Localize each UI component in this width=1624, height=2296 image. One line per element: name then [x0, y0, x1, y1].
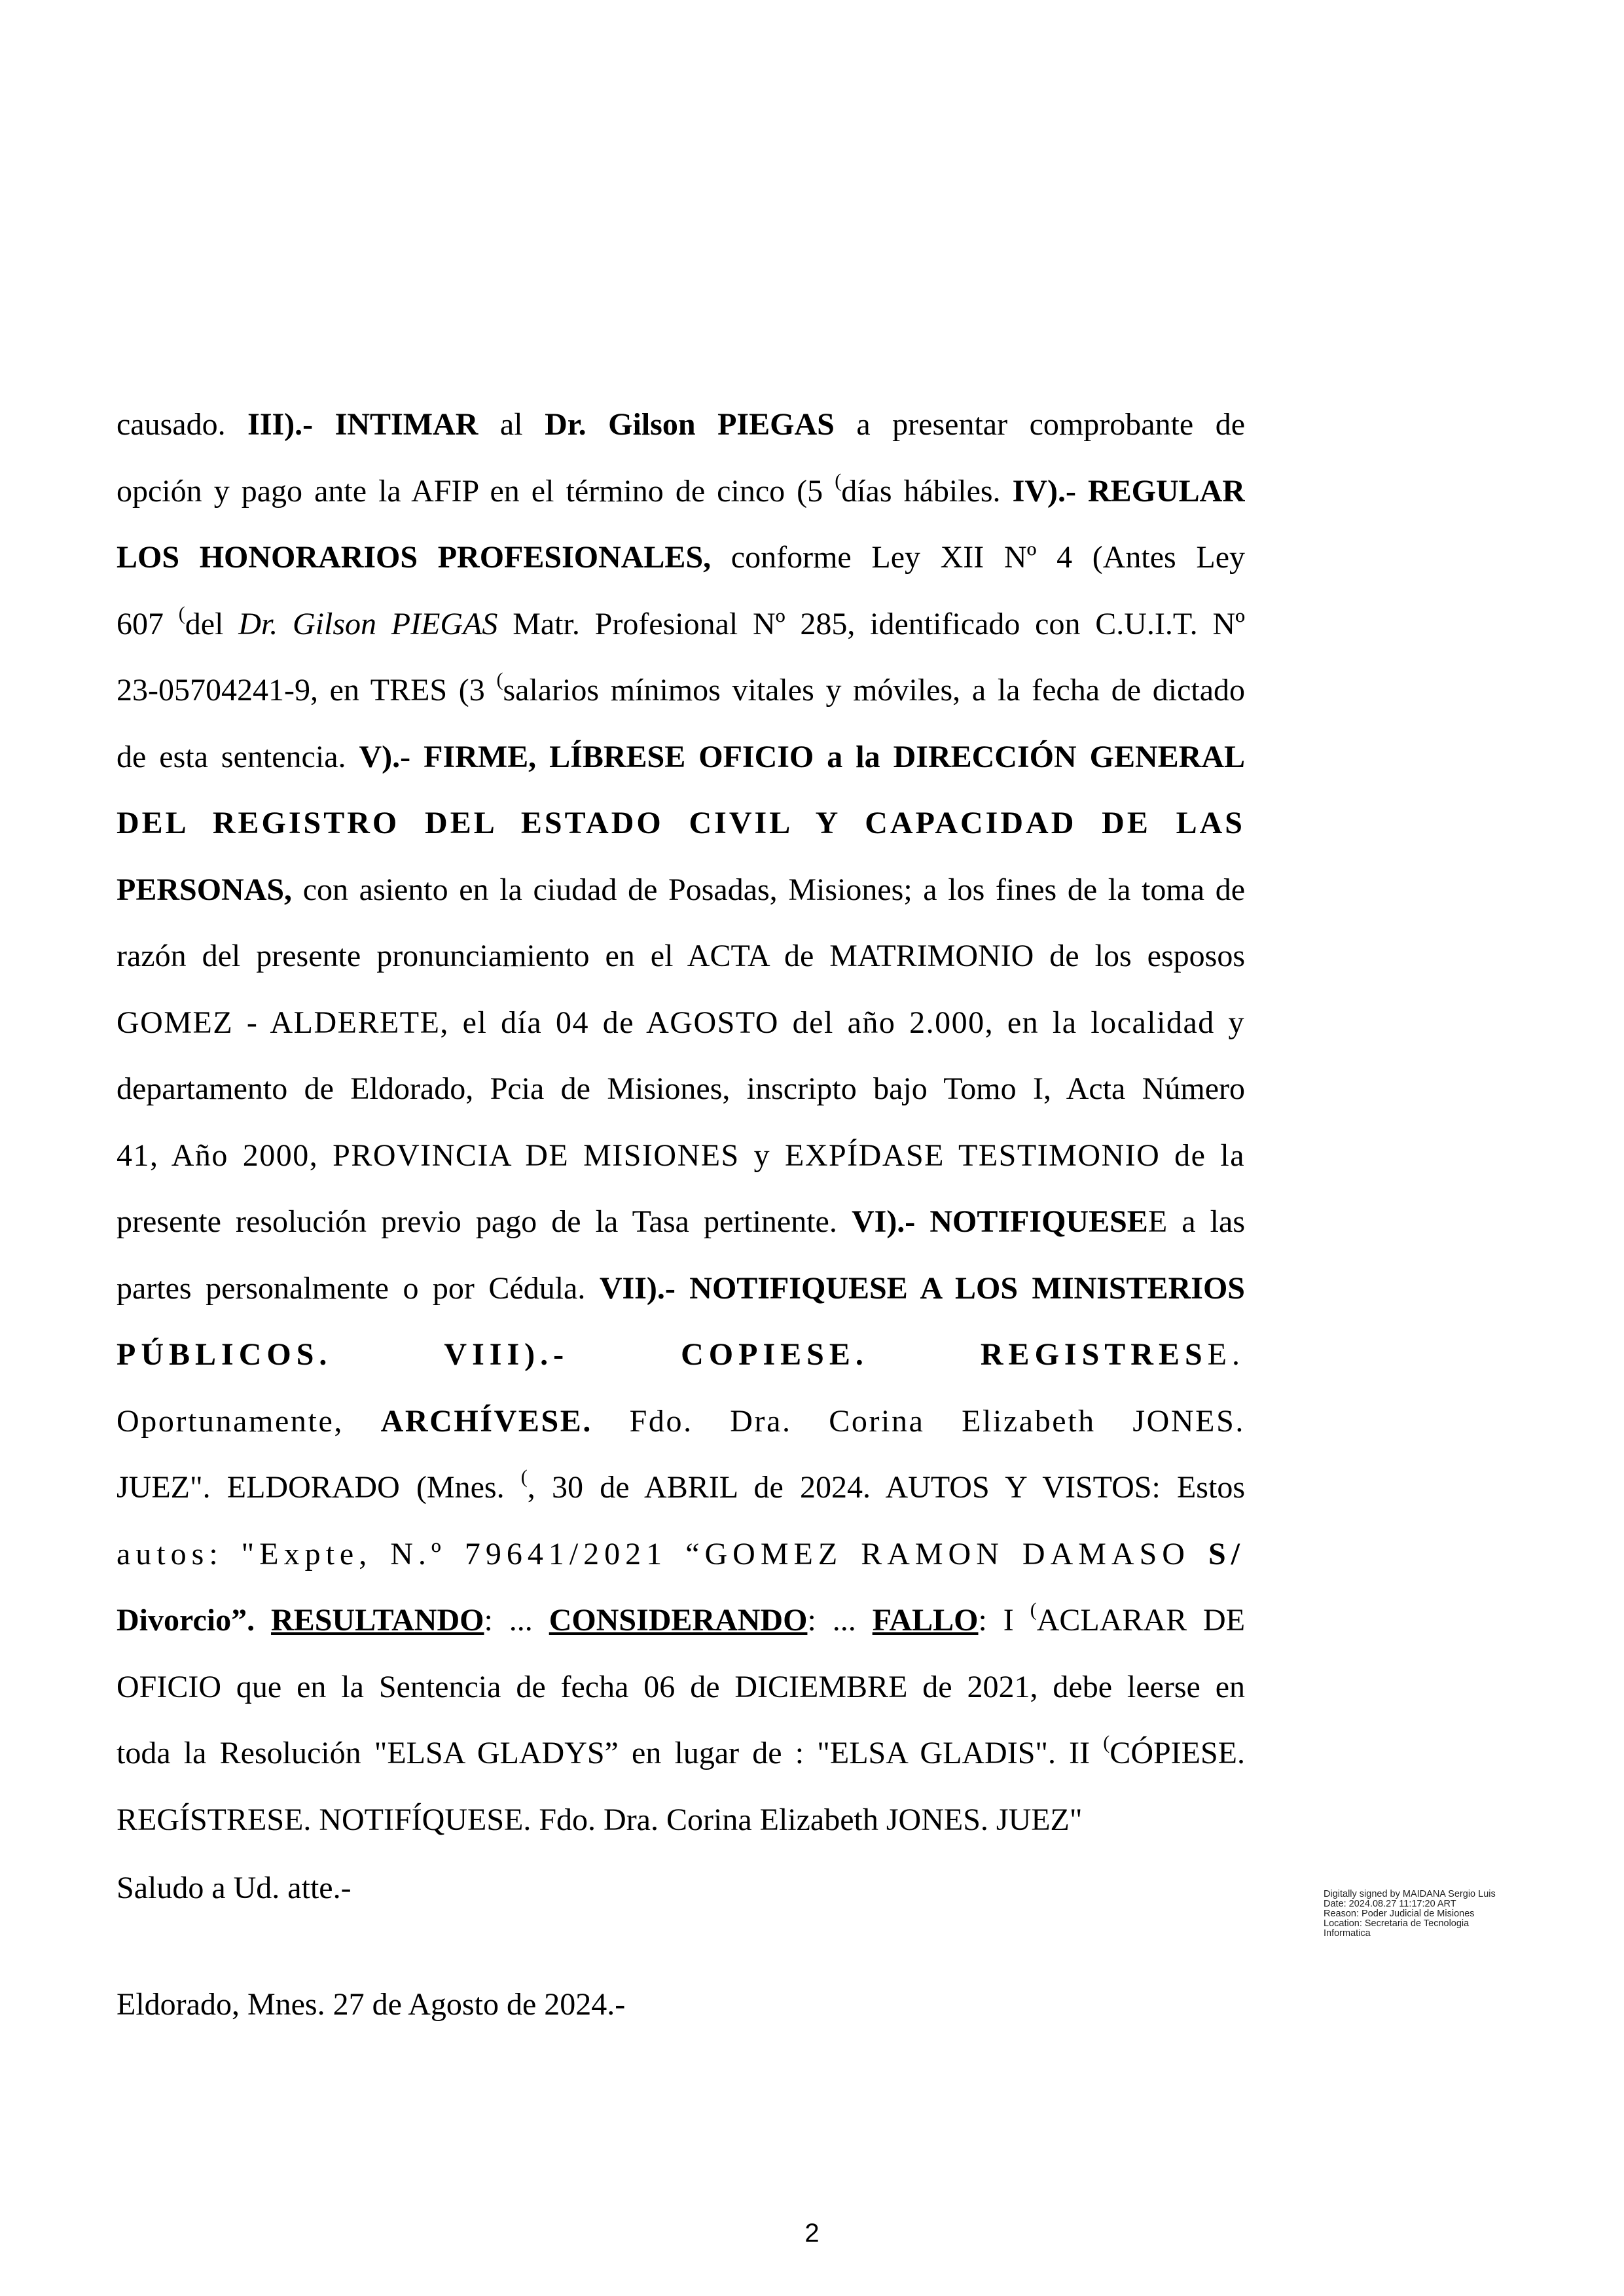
text-line-18: autos: "Expte, N.º 79641/2021 “GOMEZ RAMON DAMASO S/	[117, 1536, 1245, 1571]
text-line-10: GOMEZ - ALDERETE, el día 04 de AGOSTO del año 2.000, en la localidad y	[117, 1005, 1245, 1040]
firme-clause: V).- FIRME, LÍBRESE OFICIO a la DIRECCIÓN GENERAL	[359, 739, 1245, 774]
text-line-11: departamento de Eldorado, Pcia de Misiones, inscripto bajo Tomo I, Acta Número	[117, 1071, 1245, 1106]
regular-clause: IV).- REGULAR	[1012, 473, 1245, 509]
closing-greeting: Saludo a Ud. atte.-	[117, 1871, 352, 1905]
intimar-clause: III).- INTIMAR	[247, 407, 478, 442]
text-line-2: opción y pago ante la AFIP en el término de cinco (5 (días hábiles. IV).- REGULAR	[117, 469, 1245, 509]
text-line-3: LOS HONORARIOS PROFESIONALES, conforme Ley XII Nº 4 (Antes Ley	[117, 540, 1245, 575]
text-line-7: DEL REGISTRO DEL ESTADO CIVIL Y CAPACIDAD DE LAS	[117, 806, 1245, 840]
signature-date: Date: 2024.08.27 11:17:20 ART	[1324, 1899, 1456, 1909]
text-line-16: Oportunamente, ARCHÍVESE. Fdo. Dra. Corina Elizabeth JONES.	[117, 1403, 1245, 1439]
text-line-22: REGÍSTRESE. NOTIFÍQUESE. Fdo. Dra. Corina Elizabeth JONES. JUEZ"	[117, 1802, 1083, 1837]
text-line-19: Divorcio”. RESULTANDO: ... CONSIDERANDO: ... FALLO: I (ACLARAR DE	[117, 1599, 1245, 1638]
signature-reason: Reason: Poder Judicial de Misiones	[1324, 1909, 1475, 1919]
signature-signer: Digitally signed by MAIDANA Sergio Luis	[1324, 1889, 1496, 1899]
page-number: 2	[804, 2219, 820, 2248]
notifiquese-clause: VI).- NOTIFIQUESE	[851, 1204, 1148, 1239]
text-line-20: OFICIO que en la Sentencia de fecha 06 de DICIEMBRE de 2021, debe leerse en	[117, 1669, 1245, 1704]
fallo-heading: FALLO	[872, 1603, 979, 1638]
text-line-17: JUEZ". ELDORADO (Mnes. (, 30 de ABRIL de 2024. AUTOS Y VISTOS: Estos	[117, 1466, 1245, 1505]
paren-mark: (	[520, 1466, 528, 1488]
resolution-text	[117, 391, 1245, 1853]
paren-mark: (	[496, 669, 503, 691]
text-line-6: de esta sentencia. V).- FIRME, LÍBRESE OFICIO a la DIRECCIÓN GENERAL	[117, 739, 1245, 774]
paren-mark: (	[1103, 1732, 1110, 1753]
text-line-4: 607 (del Dr. Gilson PIEGAS Matr. Profesional Nº 285, identificado con C.U.I.T. Nº	[117, 602, 1245, 641]
text-line-5: 23-05704241-9, en TRES (3 (salarios mínimos vitales y móviles, a la fecha de dictado	[117, 669, 1245, 708]
ministerios-clause: VII).- NOTIFIQUESE A LOS MINISTERIOS	[599, 1270, 1245, 1306]
resultando-heading: RESULTANDO	[271, 1603, 484, 1638]
text-line-21: toda la Resolución "ELSA GLADYS” en lugar de : "ELSA GLADIS". II (CÓPIESE.	[117, 1732, 1245, 1770]
paren-mark: (	[178, 602, 185, 624]
paren-mark: (	[1030, 1599, 1037, 1621]
considerando-heading: CONSIDERANDO	[549, 1603, 808, 1638]
text-line-14: partes personalmente o por Cédula. VII).- NOTIFIQUESE A LOS MINISTERIOS	[117, 1270, 1245, 1306]
text-line-15: PÚBLICOS. VIII).- COPIESE. REGISTRESE.	[117, 1337, 1245, 1372]
paren-mark: (	[835, 469, 842, 492]
text-line-9: razón del presente pronunciamiento en el ACTA de MATRIMONIO de los esposos	[117, 939, 1245, 973]
text-line-8: PERSONAS, con asiento en la ciudad de Posadas, Misiones; a los fines de la toma de	[117, 872, 1245, 907]
signature-location: Location: Secretaria de Tecnologia	[1324, 1918, 1470, 1929]
place-and-date: Eldorado, Mnes. 27 de Agosto de 2024.-	[117, 1987, 626, 2022]
archivese-clause: ARCHÍVESE.	[380, 1403, 592, 1439]
text-line-12: 41, Año 2000, PROVINCIA DE MISIONES y EXPÍDASE TESTIMONIO de la	[117, 1138, 1245, 1173]
signature-location-cont: Informatica	[1324, 1928, 1371, 1939]
digital-signature-block	[1324, 1890, 1533, 1939]
text-line-13: presente resolución previo pago de la Tasa pertinente. VI).- NOTIFIQUESEE a las	[117, 1204, 1245, 1239]
lawyer-name-italic: Dr. Gilson PIEGAS	[238, 606, 498, 641]
text-line-1: causado. III).- INTIMAR al Dr. Gilson PIEGAS a presentar comprobante de	[117, 407, 1245, 442]
lawyer-name: Dr. Gilson PIEGAS	[545, 407, 835, 442]
